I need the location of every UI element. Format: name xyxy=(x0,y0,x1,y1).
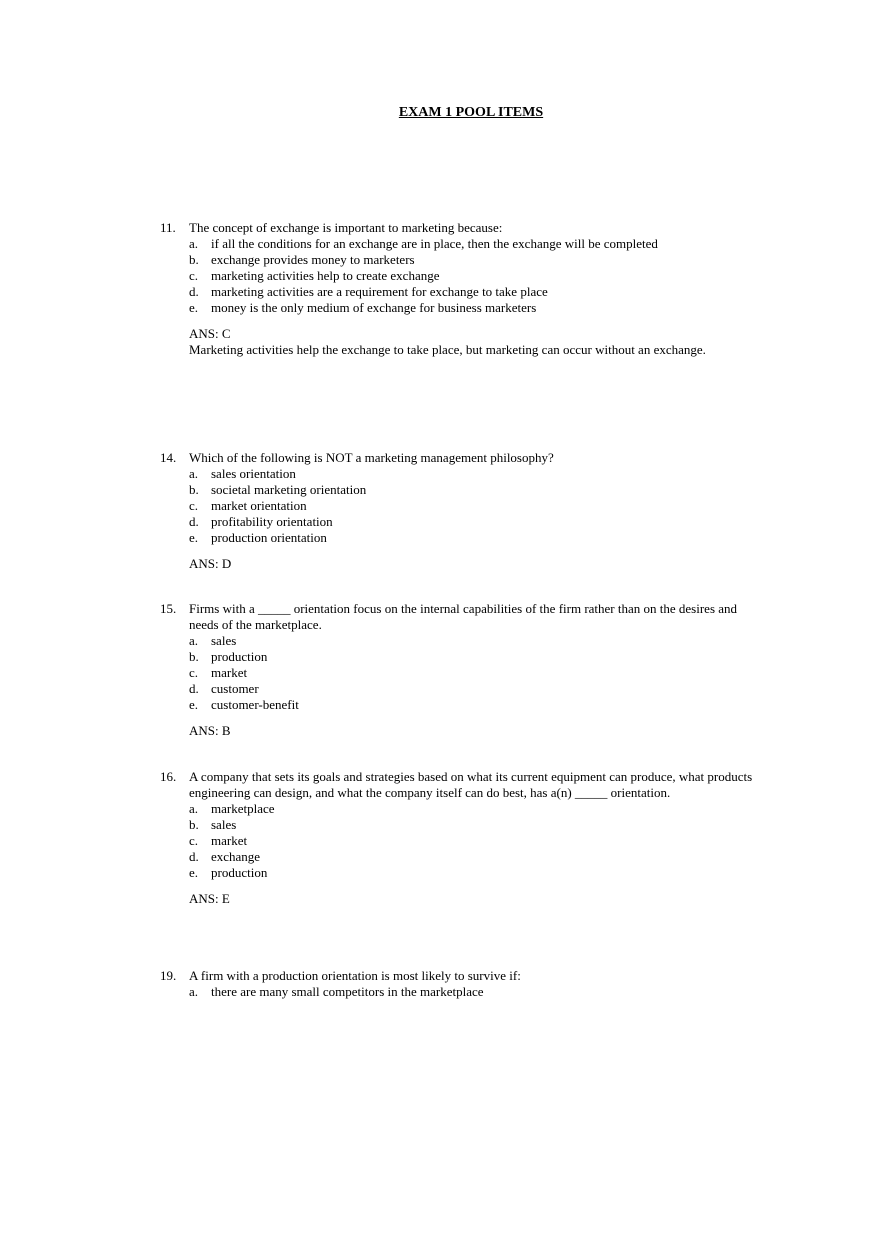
option-letter: d. xyxy=(189,284,199,299)
question-number: 16. xyxy=(160,769,177,784)
question-stem xyxy=(160,601,760,633)
question-stem xyxy=(160,769,760,801)
option-d xyxy=(160,849,760,865)
option-text: sales orientation xyxy=(211,466,296,481)
option-a xyxy=(160,236,760,252)
option-list xyxy=(160,633,760,713)
option-text: marketing activities help to create exchange xyxy=(211,268,440,283)
option-letter: c. xyxy=(189,268,199,283)
option-text: exchange provides money to marketers xyxy=(211,252,415,267)
option-b xyxy=(160,649,760,665)
question-text: A firm with a production orientation is most likely to survive if: xyxy=(189,968,521,983)
option-text: production orientation xyxy=(211,530,327,545)
option-text: sales xyxy=(211,633,237,648)
option-text: market xyxy=(211,833,248,848)
option-text: there are many small competitors in the marketplace xyxy=(211,984,484,999)
option-b xyxy=(160,817,760,833)
option-letter: c. xyxy=(189,833,199,848)
answer-explanation: Marketing activities help the exchange to take place, but marketing can occur without an exchange. xyxy=(189,342,706,357)
option-list xyxy=(160,236,760,316)
option-text: if all the conditions for an exchange are in place, then the exchange will be completed xyxy=(211,236,658,251)
option-letter: a. xyxy=(189,633,199,648)
option-list xyxy=(160,801,760,881)
option-a xyxy=(160,801,760,817)
option-text: market xyxy=(211,665,248,680)
question-text: Firms with a _____ orientation focus on the internal capabilities of the firm rather than on the desires and needs of the marketplace. xyxy=(189,601,738,632)
option-d xyxy=(160,514,760,530)
question-number: 11. xyxy=(160,220,176,235)
option-letter: a. xyxy=(189,236,199,251)
option-letter: a. xyxy=(189,984,199,999)
option-letter: c. xyxy=(189,498,199,513)
question-14 xyxy=(160,450,760,572)
option-text: profitability orientation xyxy=(211,514,333,529)
option-letter: e. xyxy=(189,697,199,712)
question-number: 19. xyxy=(160,968,177,983)
option-b xyxy=(160,482,760,498)
answer-key: ANS: D xyxy=(189,556,232,571)
option-b xyxy=(160,252,760,268)
answer-key: ANS: C xyxy=(189,326,231,341)
question-text: A company that sets its goals and strategies based on what its current equipment can produce, what products engineering can design, and what the company itself can do best, has a(n) _____ orientation. xyxy=(189,769,753,800)
option-text: societal marketing orientation xyxy=(211,482,367,497)
option-c xyxy=(160,833,760,849)
option-text: market orientation xyxy=(211,498,307,513)
option-a xyxy=(160,466,760,482)
answer-key: ANS: B xyxy=(189,723,231,738)
option-letter: b. xyxy=(189,252,199,267)
option-list xyxy=(160,466,760,546)
option-letter: b. xyxy=(189,649,199,664)
option-c xyxy=(160,268,760,284)
option-letter: d. xyxy=(189,849,199,864)
question-text: The concept of exchange is important to marketing because: xyxy=(189,220,503,235)
option-a xyxy=(160,984,760,1000)
option-letter: b. xyxy=(189,482,199,497)
option-text: money is the only medium of exchange for business marketers xyxy=(211,300,537,315)
option-e xyxy=(160,530,760,546)
option-text: marketing activities are a requirement for exchange to take place xyxy=(211,284,548,299)
question-text: Which of the following is NOT a marketing management philosophy? xyxy=(189,450,554,465)
option-letter: c. xyxy=(189,665,199,680)
question-number: 15. xyxy=(160,601,177,616)
question-15 xyxy=(160,601,760,739)
question-16 xyxy=(160,769,760,907)
question-stem xyxy=(160,450,760,466)
option-d xyxy=(160,681,760,697)
option-c xyxy=(160,665,760,681)
option-e xyxy=(160,300,760,316)
option-text: production xyxy=(211,865,268,880)
option-letter: a. xyxy=(189,801,199,816)
option-letter: e. xyxy=(189,530,199,545)
question-stem xyxy=(160,220,760,236)
question-19 xyxy=(160,968,760,1000)
option-letter: a. xyxy=(189,466,199,481)
option-letter: d. xyxy=(189,681,199,696)
question-stem xyxy=(160,968,760,984)
option-text: production xyxy=(211,649,268,664)
question-number: 14. xyxy=(160,450,177,465)
page-title: EXAM 1 POOL ITEMS xyxy=(398,105,544,120)
option-letter: d. xyxy=(189,514,199,529)
option-letter: b. xyxy=(189,817,199,832)
option-text: exchange xyxy=(211,849,261,864)
question-11 xyxy=(160,220,760,358)
option-a xyxy=(160,633,760,649)
option-letter: e. xyxy=(189,300,199,315)
option-text: sales xyxy=(211,817,237,832)
option-c xyxy=(160,498,760,514)
option-letter: e. xyxy=(189,865,199,880)
option-d xyxy=(160,284,760,300)
option-list xyxy=(160,984,760,1000)
option-text: customer xyxy=(211,681,259,696)
option-text: customer-benefit xyxy=(211,697,299,712)
option-e xyxy=(160,865,760,881)
answer-key: ANS: E xyxy=(189,891,230,906)
option-text: marketplace xyxy=(211,801,275,816)
option-e xyxy=(160,697,760,713)
